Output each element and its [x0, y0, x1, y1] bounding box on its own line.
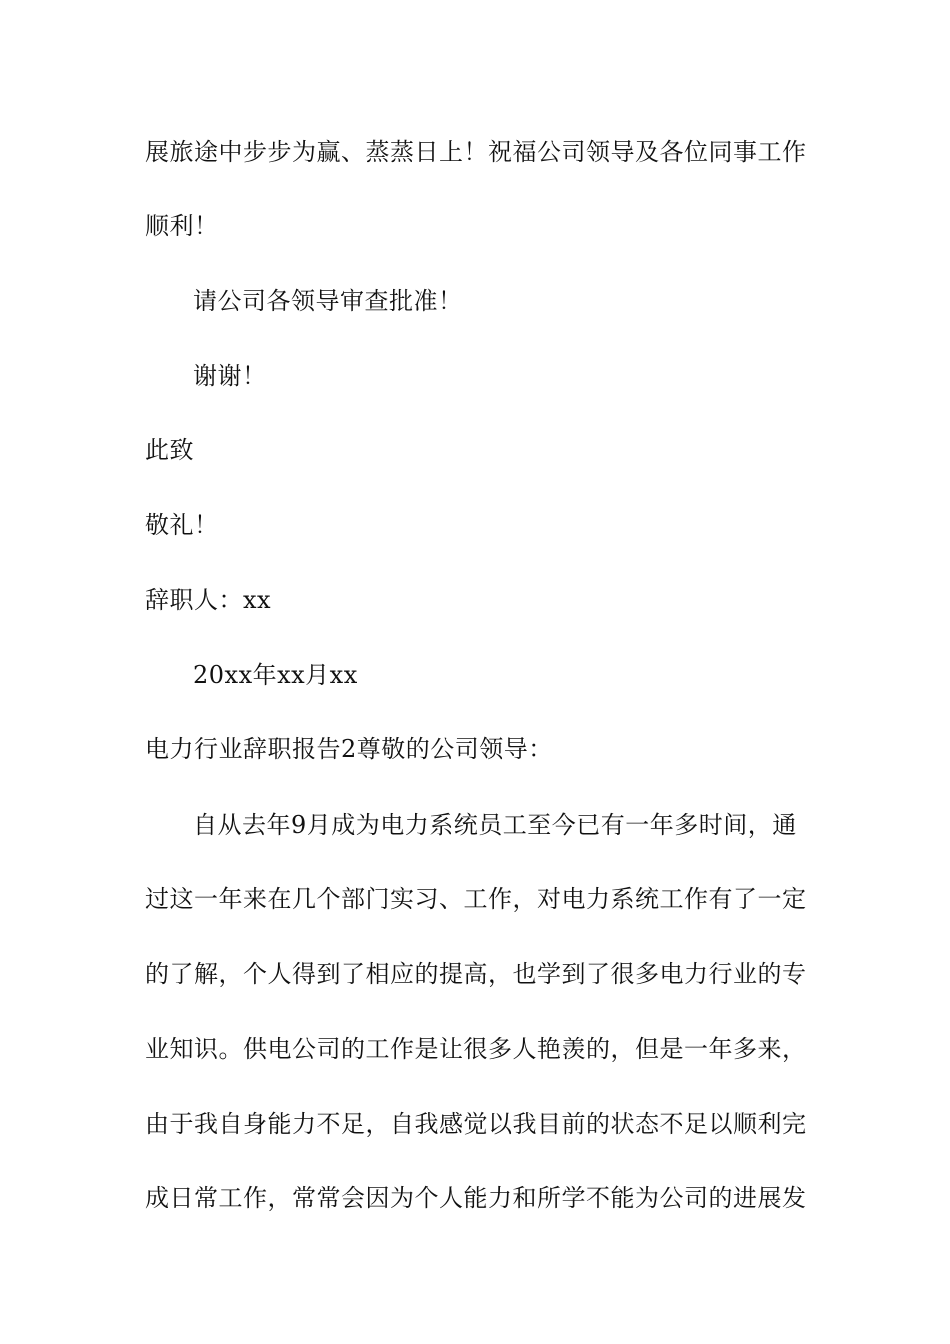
- text-line: 成日常工作，常常会因为个人能力和所学不能为公司的进展发: [145, 1184, 807, 1212]
- signature-line: 辞职人：xx: [145, 586, 272, 614]
- text-line: 业知识。供电公司的工作是让很多人艳羡的，但是一年多来，: [145, 1035, 807, 1063]
- closing-salutation: 此致: [145, 436, 194, 464]
- text-line: 的了解，个人得到了相应的提高，也学到了很多电力行业的专: [145, 960, 807, 988]
- text-line: 过这一年来在几个部门实习、工作，对电力系统工作有了一定: [145, 885, 807, 913]
- text-line: 自从去年9月成为电力系统员工至今已有一年多时间，通: [193, 811, 797, 839]
- text-line: 由于我自身能力不足，自我感觉以我目前的状态不足以顺利完: [145, 1110, 807, 1138]
- section-heading: 电力行业辞职报告2尊敬的公司领导：: [145, 735, 553, 763]
- text-line: 谢谢！: [193, 362, 267, 390]
- date-line: 20xx年xx月xx: [193, 661, 358, 689]
- text-line: 请公司各领导审查批准！: [193, 287, 463, 315]
- closing-regards: 敬礼！: [145, 511, 219, 539]
- text-line: 顺利！: [145, 212, 219, 240]
- text-line: 展旅途中步步为赢、蒸蒸日上！祝福公司领导及各位同事工作: [145, 138, 807, 166]
